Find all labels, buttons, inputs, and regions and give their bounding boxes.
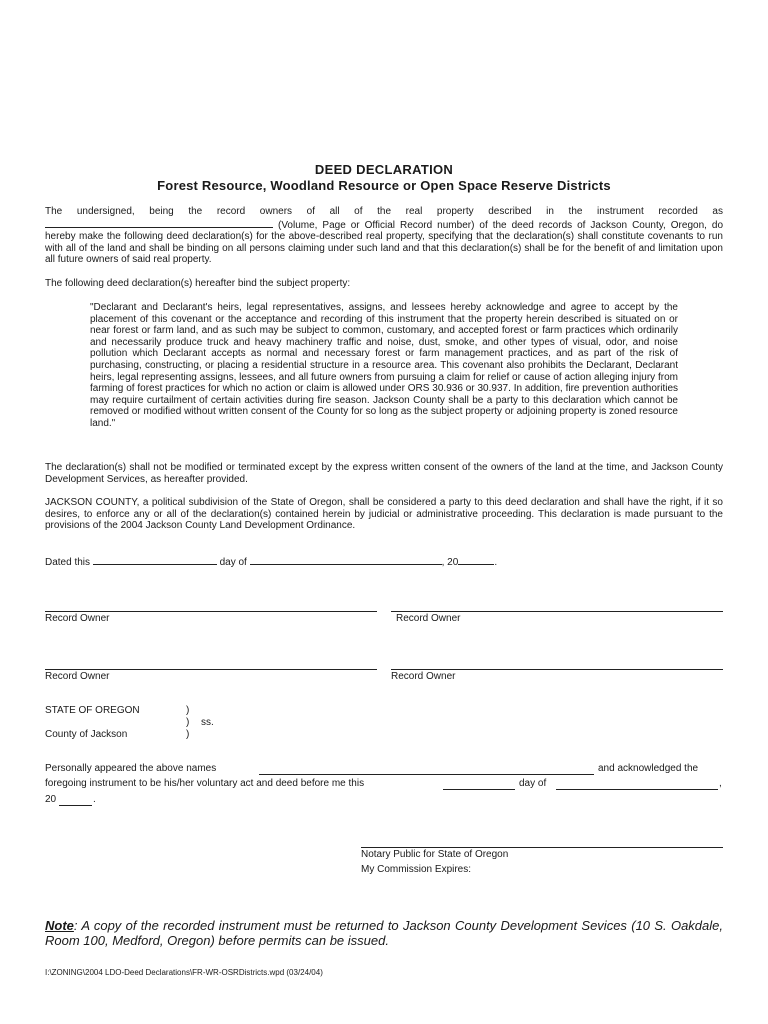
intro-text-rest: (Volume, Page or Official Record number) of the deed records of Jackson County, Oregon, do hereby make the following deed declaration(s) for the above-described real property, specifying that the declaration(s) shall constitute covenants to run with all of the land and shall be binding on all persons claiming under such land and that this declaration(s) shall be for the benefit of and limitation upon all future owners of said real property. (45, 219, 724, 266)
appeared-day-blank[interactable] (443, 789, 515, 790)
appeared-text-1: Personally appeared the above names (45, 763, 217, 774)
note-block (45, 918, 723, 948)
appeared-text-3: foregoing instrument to be his/her voluntary act and deed before me this (45, 778, 365, 789)
covenant-quote: "Declarant and Declarant's heirs, legal representatives, assigns, and lessees hereby acknowledge and agree to accept by the placement of this covenant or the acceptance and recording of this instrument that the property herein described is situated on or near forest or farm land, and as such may be subject to common, customary, and accepted forest or farm practices which ordinarily and necessarily produce truck and heavy machinery traffic and noise, dust, smoke, and other types of visual, odor, and noise pollution which Declarant accepts as normal and necessary forest or farm management practices, and as part of the risk of purchasing, constructing, or placing a residential structure in a resource area. This covenant also prohibits the Declarant, Declarant heirs, legal representing assigns, lessees, and all future owners from pursuing a claim for relief or cause of action alleging injury from farming of forest practices for which no action or claim is allowed under ORS 30.936 or 30.937. In addition, fire prevention authorities may require curtailment of certain activities during fire season. Jackson County shall be a party to this declaration which cannot be removed or modified without written consent of the County for so long as the subject property or adjoining property is zoned resource land." (90, 302, 678, 429)
dated-year-blank[interactable] (458, 555, 494, 565)
binding-paragraph: The following deed declaration(s) hereafter bind the subject property: (45, 278, 351, 289)
record-owner-label-4: Record Owner (391, 671, 456, 682)
appeared-names-blank[interactable] (259, 774, 594, 775)
document-title: DEED DECLARATION (314, 162, 454, 177)
record-owner-label-3: Record Owner (45, 671, 110, 682)
ss-label: ss. (201, 717, 214, 728)
dated-day-of: day of (219, 557, 247, 568)
intro-paragraph (45, 206, 723, 266)
document-subtitle: Forest Resource, Woodland Resource or Open Space Reserve Districts (157, 178, 611, 193)
record-owner-label-2: Record Owner (396, 613, 461, 624)
appeared-year-prefix: 20 (45, 794, 57, 805)
dated-period: . (494, 557, 498, 568)
appeared-day-of: day of (519, 778, 547, 789)
intro-text-start: The undersigned, being the record owners of all of the real property described in the instrument recorded as (45, 206, 723, 217)
paren-3: ) (186, 729, 190, 740)
commission-expires: My Commission Expires: (361, 864, 472, 875)
file-path-footer: I:\ZONING\2004 LDO-Deed Declarations\FR-WR-OSRDistricts.wpd (03/24/04) (45, 968, 323, 977)
state-label: STATE OF OREGON (45, 705, 140, 716)
record-owner-label-1: Record Owner (45, 613, 110, 624)
dated-line (45, 555, 497, 569)
dated-month-blank[interactable] (250, 555, 442, 565)
appeared-comma: , (719, 778, 722, 789)
appeared-text-2: and acknowledged the (598, 763, 699, 774)
county-paragraph: JACKSON COUNTY, a political subdivision of the State of Oregon, shall be considered a party to this deed declaration and shall have the right, if it so desires, to enforce any or all of the declaration(s) contained herein by judicial or administrative proceeding. This declaration is made pursuant to the provisions of the 2004 Jackson County Land Development Ordinance. (45, 497, 723, 532)
appeared-period: . (93, 794, 96, 805)
modification-paragraph: The declaration(s) shall not be modified or terminated except by the express written consent of the owners of the land at the time, and Jackson County Development Services, as hereafter provided. (45, 462, 723, 485)
county-label: County of Jackson (45, 729, 128, 740)
note-text: : A copy of the recorded instrument must be returned to Jackson County Development Sevices (10 S. Oakdale, Room 100, Medford, Oregon) before permits can be issued. (45, 918, 723, 948)
notary-signature-line[interactable] (361, 847, 723, 848)
appeared-year-blank[interactable] (59, 805, 92, 806)
note-label: Note (45, 918, 74, 933)
signature-line-2[interactable] (391, 611, 723, 612)
paren-1: ) (186, 705, 190, 716)
paren-2: ) (186, 717, 190, 728)
signature-line-1[interactable] (45, 611, 377, 612)
dated-year-prefix: , 20 (441, 557, 459, 568)
record-number-blank[interactable] (45, 218, 273, 228)
dated-label: Dated this (45, 557, 91, 568)
signature-line-4[interactable] (391, 669, 723, 670)
signature-line-3[interactable] (45, 669, 377, 670)
dated-day-blank[interactable] (93, 555, 217, 565)
notary-title: Notary Public for State of Oregon (361, 849, 509, 860)
appeared-month-blank[interactable] (556, 789, 718, 790)
